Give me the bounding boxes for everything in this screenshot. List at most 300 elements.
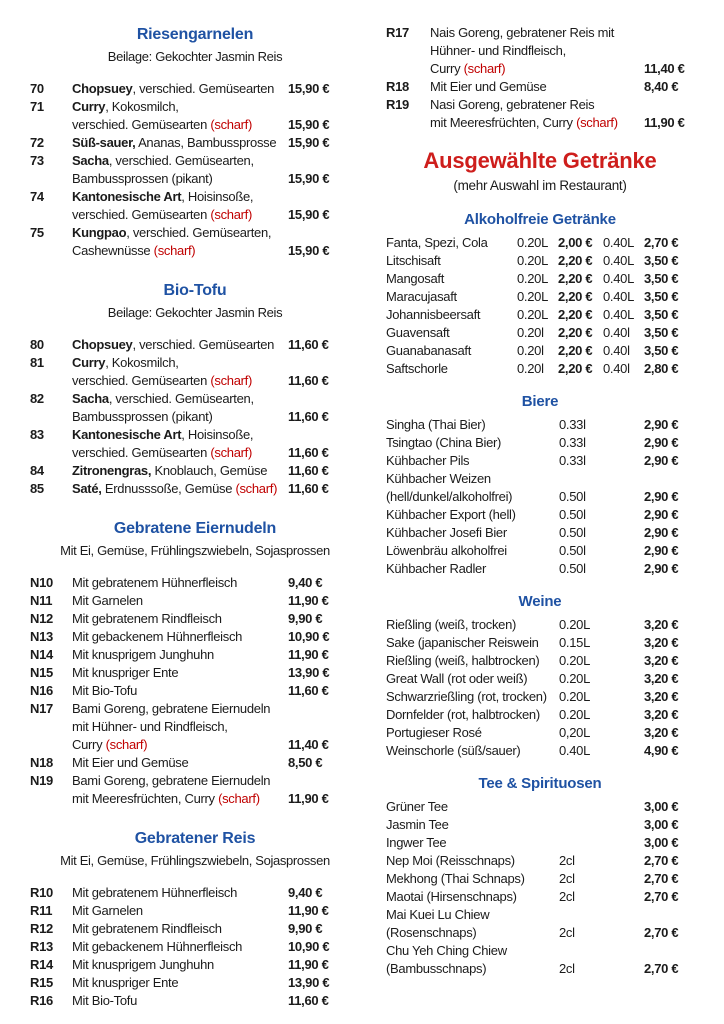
drink-price: 2,90 €	[644, 543, 679, 558]
item-code: R14	[30, 957, 53, 972]
section-title: Gebratene Eiernudeln	[113, 520, 277, 537]
drink-name	[386, 506, 559, 524]
item-price: 9,40 €	[288, 575, 323, 590]
menu-item	[30, 480, 360, 498]
drink-name	[386, 816, 559, 834]
section-subtitle: Mit Ei, Gemüse, Frühlingszwiebeln, Sojasprossen	[60, 543, 330, 558]
drink-price: 3,50 €	[644, 253, 679, 268]
dish-text-segment: Chopsuey	[72, 81, 133, 96]
drink-name-line: Portugieser Rosé	[386, 725, 482, 740]
drink-item	[386, 798, 694, 816]
drink-name	[386, 616, 559, 634]
menu-item	[30, 224, 360, 260]
dish-text-segment: , verschied. Gemüsearten,	[108, 391, 254, 406]
drink-item	[386, 560, 694, 578]
drink-size: 0.20l	[517, 343, 544, 358]
drink-price: 3,20 €	[644, 725, 679, 740]
section-items	[30, 884, 360, 1010]
drink-size: 0,20L	[559, 725, 591, 740]
drink-price: 3,20 €	[644, 671, 679, 686]
menu-item	[30, 336, 360, 354]
drink-section-title: Tee & Spirituosen	[478, 775, 602, 792]
drink-name	[386, 706, 559, 724]
item-text	[72, 920, 288, 938]
drink-name-line: Kühbacher Export (hell)	[386, 507, 516, 522]
item-text	[72, 224, 288, 260]
item-text	[72, 354, 288, 390]
dish-text-segment: Nasi Goreng, gebratener Reis	[430, 97, 595, 112]
item-code: 70	[30, 81, 44, 96]
dish-text-segment: mit Hühner- und Rindfleisch,	[72, 719, 228, 734]
item-text-line	[72, 574, 288, 592]
drink-name	[386, 688, 559, 706]
item-code: 85	[30, 481, 44, 496]
drink-item	[386, 542, 694, 560]
dish-text-segment: , Kokosmilch,	[105, 355, 179, 370]
drink-price: 2,20 €	[558, 307, 593, 322]
dish-text-segment: Mit Eier und Gemüse	[430, 79, 547, 94]
menu-item	[30, 646, 360, 664]
drink-price: 2,70 €	[644, 925, 679, 940]
section-items	[30, 336, 360, 498]
drink-name	[386, 634, 559, 652]
dish-text-segment: , verschied. Gemüsearten	[132, 337, 275, 352]
drink-item	[386, 742, 694, 760]
item-price: 11,90 €	[288, 593, 329, 608]
drink-price: 3,50 €	[644, 343, 679, 358]
dish-text-segment: Bami Goreng, gebratene Eiernudeln	[72, 773, 271, 788]
drink-item	[386, 270, 694, 288]
dish-text-segment: Sacha	[72, 153, 109, 168]
drink-name	[386, 724, 559, 742]
dish-text-segment: Kantonesische Art	[72, 189, 182, 204]
drink-name	[386, 434, 559, 452]
item-code: 80	[30, 337, 44, 352]
drinks-subtitle: (mehr Auswahl im Restaurant)	[453, 178, 627, 193]
drink-name	[386, 942, 559, 978]
menu-item	[30, 354, 360, 390]
drink-price: 2,90 €	[644, 453, 679, 468]
dish-text-segment: Curry	[430, 61, 464, 76]
item-text	[72, 884, 288, 902]
dish-text-segment: Saté,	[72, 481, 102, 496]
item-price: 11,60 €	[288, 445, 329, 460]
dish-text-segment: Sacha	[72, 391, 109, 406]
drink-name	[386, 834, 559, 852]
drinks-title: Ausgewählte Getränke	[423, 148, 657, 173]
item-text-line	[72, 938, 288, 956]
drink-price: 3,50 €	[644, 325, 679, 340]
drink-item	[386, 652, 694, 670]
drink-name-line: Kühbacher Josefi Bier	[386, 525, 507, 540]
drink-price: 3,20 €	[644, 689, 679, 704]
drink-item	[386, 324, 694, 342]
item-price: 15,90 €	[288, 81, 330, 96]
item-text	[72, 938, 288, 956]
drink-size: 0.15L	[559, 635, 591, 650]
drink-name	[386, 452, 559, 470]
drink-name	[386, 670, 559, 688]
drink-name-line: Rießling (weiß, trocken)	[386, 617, 517, 632]
drink-name	[386, 798, 559, 816]
item-price: 9,90 €	[288, 921, 323, 936]
item-price: 11,60 €	[288, 373, 329, 388]
dish-text-segment: Mit Bio-Tofu	[72, 683, 138, 698]
drink-name	[386, 416, 559, 434]
section-title: Bio-Tofu	[163, 282, 227, 299]
item-text-line	[72, 974, 288, 992]
dish-text-segment: Mit gebratenem Rindfleisch	[72, 921, 222, 936]
dish-text-segment: verschied. Gemüsearten	[72, 445, 211, 460]
menu-item	[30, 754, 360, 772]
item-text	[72, 152, 288, 188]
item-price: 11,60 €	[288, 683, 329, 698]
drink-price: 2,90 €	[644, 507, 679, 522]
dish-text-segment: Ananas, Bambussprosse	[135, 135, 277, 150]
drink-name-line: (Rosenschnaps)	[386, 925, 477, 940]
drink-item	[386, 688, 694, 706]
drink-price: 2,80 €	[644, 361, 679, 376]
dish-text-segment: Mit knuspriger Ente	[72, 665, 179, 680]
drink-name-line: Sake (japanischer Reiswein	[386, 635, 539, 650]
spicy-label: (scharf)	[210, 117, 253, 132]
item-text-line	[430, 60, 644, 78]
drink-item	[386, 470, 694, 506]
item-code: 73	[30, 153, 44, 168]
drink-name-line: Tsingtao (China Bier)	[386, 435, 502, 450]
section-subtitle: Beilage: Gekochter Jasmin Reis	[107, 49, 283, 64]
drink-section-title: Biere	[521, 393, 559, 410]
drink-price: 2,70 €	[644, 961, 679, 976]
drink-name-line: Chu Yeh Ching Chiew	[386, 943, 507, 958]
drink-name-line: Kühbacher Weizen	[386, 471, 491, 486]
item-price: 9,40 €	[288, 885, 323, 900]
drink-item	[386, 852, 694, 870]
item-price: 11,90 €	[288, 903, 329, 918]
dish-text-segment: Curry	[72, 355, 106, 370]
drink-item	[386, 306, 694, 324]
dish-text-segment: , Kokosmilch,	[105, 99, 179, 114]
drink-name-line: Kühbacher Pils	[386, 453, 470, 468]
menu-item	[30, 664, 360, 682]
dish-text-segment: , verschied. Gemüsearten,	[108, 153, 254, 168]
drink-name-line: Great Wall (rot oder weiß)	[386, 671, 528, 686]
item-text	[72, 336, 288, 354]
drink-item	[386, 524, 694, 542]
drink-size: 0.40L	[603, 289, 635, 304]
menu-item	[30, 974, 360, 992]
menu-item	[30, 98, 360, 134]
dish-text-segment: Curry	[72, 99, 106, 114]
drink-size: 0.33l	[559, 435, 586, 450]
item-text-line	[72, 188, 288, 206]
item-code: N17	[30, 701, 53, 716]
item-text	[72, 390, 288, 426]
item-text	[72, 592, 288, 610]
item-price: 13,90 €	[288, 665, 330, 680]
drink-item	[386, 342, 694, 360]
item-text-line	[72, 664, 288, 682]
menu-item	[30, 610, 360, 628]
drink-name	[386, 852, 559, 870]
item-text-line	[72, 700, 288, 718]
item-price: 11,60 €	[288, 463, 329, 478]
item-text-line	[72, 736, 288, 754]
drink-name: Maracujasaft	[386, 289, 457, 304]
drink-size: 2cl	[559, 889, 575, 904]
item-code: N19	[30, 773, 53, 788]
drink-name: Litschisaft	[386, 253, 441, 268]
item-text-line	[72, 444, 288, 462]
item-price: 11,60 €	[288, 481, 329, 496]
item-price: 11,60 €	[288, 337, 329, 352]
drink-price: 3,20 €	[644, 653, 679, 668]
drink-size: 0.50l	[559, 561, 586, 576]
menu-item	[30, 390, 360, 426]
dish-text-segment: Knoblauch, Gemüse	[151, 463, 268, 478]
menu-item	[30, 700, 360, 754]
drink-size: 0.50l	[559, 507, 586, 522]
dish-text-segment: Mit gebackenem Hühnerfleisch	[72, 629, 243, 644]
item-text-line	[72, 242, 288, 260]
drink-price: 2,70 €	[644, 235, 679, 250]
drink-name-line: (hell/dunkel/alkoholfrei)	[386, 489, 513, 504]
item-text	[72, 974, 288, 992]
item-text	[72, 772, 288, 808]
drink-item	[386, 634, 694, 652]
dish-text-segment: Mit Garnelen	[72, 903, 143, 918]
item-code: N10	[30, 575, 53, 590]
drink-item	[386, 942, 694, 978]
dish-text-segment: Mit knusprigem Junghuhn	[72, 647, 214, 662]
drink-size: 2cl	[559, 871, 575, 886]
dish-text-segment: Bami Goreng, gebratene Eiernudeln	[72, 701, 271, 716]
section-items	[30, 80, 360, 260]
item-price: 15,90 €	[288, 171, 330, 186]
item-text-line	[72, 790, 288, 808]
drink-price: 2,20 €	[558, 343, 593, 358]
item-text-line	[72, 206, 288, 224]
item-text	[72, 188, 288, 224]
item-code: 72	[30, 135, 44, 150]
item-price: 15,90 €	[288, 243, 330, 258]
drink-item	[386, 834, 694, 852]
drink-price: 3,20 €	[644, 617, 679, 632]
item-text	[72, 134, 288, 152]
item-text-line	[72, 390, 288, 408]
dish-text-segment: Chopsuey	[72, 337, 133, 352]
menu-item	[30, 920, 360, 938]
drink-name-line: Dornfelder (rot, halbtrocken)	[386, 707, 540, 722]
item-price: 11,60 €	[288, 409, 329, 424]
item-code: R11	[30, 903, 53, 918]
drink-size: 0.20l	[517, 361, 544, 376]
drink-size: 0.50l	[559, 543, 586, 558]
drink-size: 0.50l	[559, 525, 586, 540]
drink-name-line: Ingwer Tee	[386, 835, 447, 850]
item-text-line	[72, 98, 288, 116]
item-price: 11,90 €	[644, 115, 685, 130]
item-text-line	[72, 462, 288, 480]
item-text	[72, 98, 288, 134]
dish-text-segment: Mit Bio-Tofu	[72, 993, 138, 1008]
item-text-line	[72, 646, 288, 664]
menu-item	[30, 462, 360, 480]
drink-price: 2,20 €	[558, 271, 593, 286]
drink-name-line: Schwarzrießling (rot, trocken)	[386, 689, 547, 704]
item-text-line	[72, 772, 288, 790]
dish-text-segment: Mit gebratenem Hühnerfleisch	[72, 575, 238, 590]
drink-item	[386, 288, 694, 306]
item-text	[430, 78, 644, 96]
item-text	[72, 956, 288, 974]
item-text	[72, 754, 288, 772]
section-title: Riesengarnelen	[136, 26, 254, 43]
dish-text-segment: mit Meeresfrüchten, Curry	[72, 791, 219, 806]
item-text	[72, 682, 288, 700]
drink-name: Mangosaft	[386, 271, 445, 286]
spicy-label: (scharf)	[235, 481, 278, 496]
item-code: R18	[386, 79, 409, 94]
drink-price: 3,00 €	[644, 817, 679, 832]
drink-name	[386, 906, 559, 942]
item-text-line	[72, 884, 288, 902]
spicy-label: (scharf)	[210, 207, 253, 222]
item-text-line	[430, 78, 644, 96]
item-text-line	[72, 920, 288, 938]
drink-size: 0.40l	[603, 361, 630, 376]
drink-item	[386, 888, 694, 906]
drink-name-line: Löwenbräu alkoholfrei	[386, 543, 507, 558]
menu-section	[30, 24, 360, 260]
item-text	[72, 462, 288, 480]
menu-item	[30, 956, 360, 974]
drink-size: 0.20l	[517, 325, 544, 340]
drink-size: 0.40l	[603, 343, 630, 358]
drink-item	[386, 616, 694, 634]
menu-section	[30, 828, 360, 1010]
drink-name	[386, 560, 559, 578]
dish-text-segment: Kantonesische Art	[72, 427, 182, 442]
drink-size: 0.40L	[603, 271, 635, 286]
drink-size: 0.40L	[603, 253, 635, 268]
dish-text-segment: Erdnusssoße, Gemüse	[101, 481, 236, 496]
item-code: N16	[30, 683, 53, 698]
right-column	[386, 24, 694, 1024]
menu-item	[30, 152, 360, 188]
drink-price: 2,20 €	[558, 289, 593, 304]
menu-item	[30, 772, 360, 808]
item-text-line	[72, 224, 288, 242]
drink-name-line: Weinschorle (süß/sauer)	[386, 743, 521, 758]
drink-size: 2cl	[559, 925, 575, 940]
drink-name-line: Singha (Thai Bier)	[386, 417, 486, 432]
drink-name: Saftschorle	[386, 361, 448, 376]
item-text	[430, 96, 644, 132]
menu-item	[30, 426, 360, 462]
spicy-label: (scharf)	[576, 115, 618, 130]
drink-size: 2cl	[559, 961, 575, 976]
item-text-line	[72, 628, 288, 646]
item-code: 83	[30, 427, 44, 442]
menu-item	[30, 682, 360, 700]
dish-text-segment: , Hoisinsoße,	[181, 189, 254, 204]
item-code: N13	[30, 629, 53, 644]
item-text-line	[72, 992, 288, 1010]
item-text	[72, 426, 288, 462]
drink-item	[386, 452, 694, 470]
drink-item	[386, 506, 694, 524]
drink-price: 2,70 €	[644, 853, 679, 868]
drink-size: 0.20L	[517, 307, 549, 322]
menu-item	[30, 938, 360, 956]
spicy-label: (scharf)	[210, 445, 253, 460]
drink-name	[386, 888, 559, 906]
drink-price: 2,20 €	[558, 361, 593, 376]
dish-text-segment: verschied. Gemüsearten	[72, 117, 211, 132]
drink-name	[386, 870, 559, 888]
item-text-line	[72, 170, 288, 188]
drink-size: 0.20L	[517, 235, 549, 250]
item-text-line	[72, 718, 288, 736]
item-price: 8,40 €	[644, 79, 679, 94]
drink-section-title: Weine	[518, 593, 562, 610]
dish-text-segment: , Hoisinsoße,	[181, 427, 254, 442]
dish-text-segment: mit Meeresfrüchten, Curry	[430, 115, 577, 130]
item-text	[72, 902, 288, 920]
menu-section	[30, 280, 360, 498]
item-text-line	[72, 336, 288, 354]
item-text-line	[72, 956, 288, 974]
drink-price: 2,00 €	[558, 235, 593, 250]
item-code: 71	[30, 99, 44, 114]
item-code: R19	[386, 97, 409, 112]
drink-size: 0.50l	[559, 489, 586, 504]
drink-section-title: Alkoholfreie Getränke	[464, 211, 616, 228]
dish-text-segment: Hühner- und Rindfleisch,	[430, 43, 566, 58]
drink-size: 0.33l	[559, 453, 586, 468]
spicy-label: (scharf)	[153, 243, 196, 258]
item-price: 8,50 €	[288, 755, 323, 770]
item-code: N11	[30, 593, 53, 608]
drink-name	[386, 652, 559, 670]
drink-item	[386, 234, 694, 252]
dish-text-segment: , verschied. Gemüsearten	[132, 81, 275, 96]
item-text-line	[72, 134, 288, 152]
drink-size: 0.20L	[559, 707, 591, 722]
dish-text-segment: Bambussprossen (pikant)	[72, 171, 213, 186]
dish-text-segment: verschied. Gemüsearten	[72, 207, 211, 222]
item-code: R13	[30, 939, 53, 954]
spicy-label: (scharf)	[463, 61, 506, 76]
drink-name	[386, 542, 559, 560]
item-code: R10	[30, 885, 53, 900]
item-text	[72, 700, 288, 754]
drink-price: 3,50 €	[644, 289, 679, 304]
drink-size: 2cl	[559, 853, 575, 868]
menu-item	[30, 134, 360, 152]
drink-size: 0.20L	[559, 671, 591, 686]
item-text	[430, 24, 644, 78]
drink-item	[386, 706, 694, 724]
item-code: N14	[30, 647, 53, 662]
menu-item	[30, 592, 360, 610]
item-code: N18	[30, 755, 53, 770]
drink-size: 0.33l	[559, 417, 586, 432]
drink-name-line: (Bambusschnaps)	[386, 961, 487, 976]
dish-text-segment: Curry	[72, 737, 106, 752]
drink-name	[386, 470, 559, 506]
